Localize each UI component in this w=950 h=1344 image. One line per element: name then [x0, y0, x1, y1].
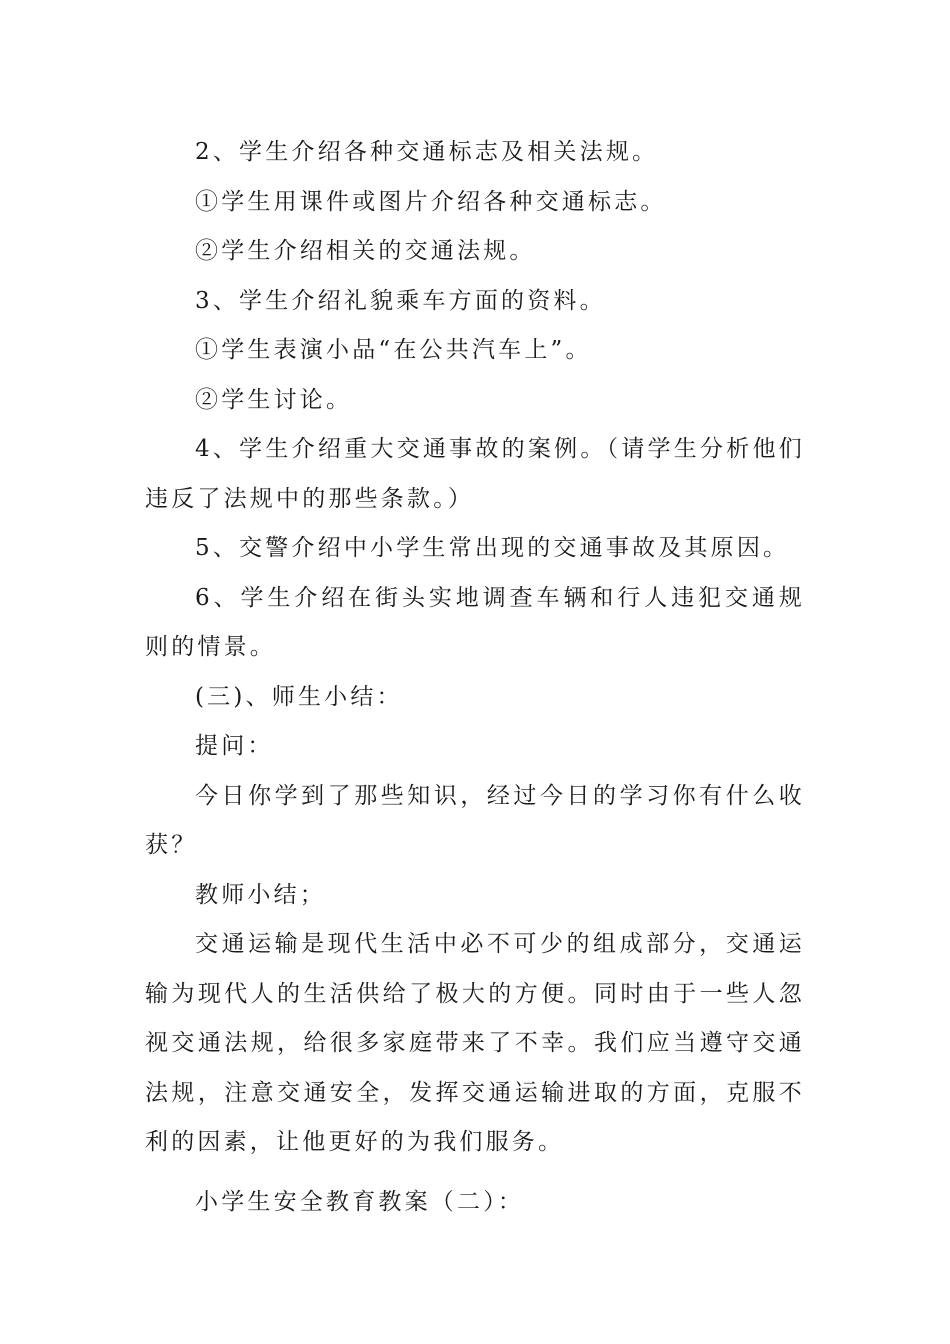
section-heading-summary: (三)、师生小结：: [195, 683, 403, 710]
paragraph-question-label: 提问：: [195, 733, 274, 759]
paragraph-traffic-signs-intro: 2、学生介绍各种交通标志及相关法规。: [195, 139, 659, 165]
paragraph-polite-riding: 3、学生介绍礼貌乘车方面的资料。: [195, 287, 606, 314]
paragraph-skit: ①学生表演小品“在公共汽车上”。: [195, 337, 592, 363]
paragraph-discussion: ②学生讨论。: [195, 386, 353, 413]
paragraph-teacher-summary: 交通运输是现代生活中必不可少的组成部分，交通运输为现代人的生活供给了极大的方便。同时由于一些人忽视交通法规，给很多家庭带来了不幸。我们应当遵守交通法规，注意交通安全，发挥交通运输进取的方面，克服不利的因素，让他更好的为我们服务。: [145, 931, 805, 1155]
section-heading-lesson-two: 小学生安全教育教案（二）：: [195, 1188, 525, 1215]
document-body: [145, 128, 805, 1227]
paragraph-teacher-summary-label: 教师小结；: [195, 881, 326, 908]
paragraph-accident-cases: 4、学生介绍重大交通事故的案例。（请学生分析他们违反了法规中的那些条款。）: [145, 436, 805, 512]
paragraph-traffic-laws: ②学生介绍相关的交通法规。: [195, 238, 536, 264]
paragraph-police-intro: 5、交警介绍中小学生常出现的交通事故及其原因。: [195, 535, 790, 561]
paragraph-question: 今日你学到了那些知识，经过今日的学习你有什么收获？: [145, 782, 805, 858]
paragraph-street-survey: 6、学生介绍在街头实地调查车辆和行人违犯交通规则的情景。: [145, 584, 805, 660]
paragraph-signs-courseware: ①学生用课件或图片介绍各种交通标志。: [195, 188, 667, 215]
